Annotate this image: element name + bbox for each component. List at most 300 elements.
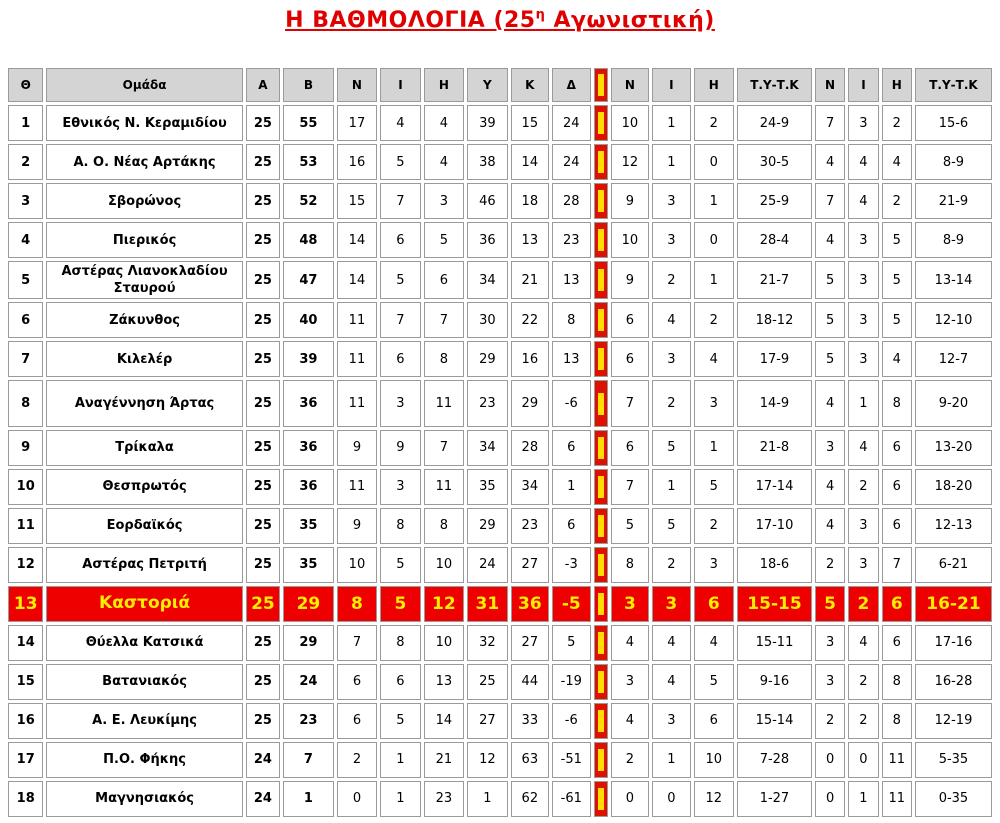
cell-home-draws: 2 xyxy=(652,380,690,427)
title-text: Η ΒΑΘΜΟΛΟΓΙΑ ($25^\eta$ Αγωνιστική) xyxy=(285,8,715,34)
cell-wins: 9 xyxy=(337,508,377,544)
cell-away-draws: 4 xyxy=(848,144,878,180)
cell-away-goals: 13-14 xyxy=(915,261,992,299)
cell-games: 25 xyxy=(246,222,280,258)
cell-home-goals: 18-6 xyxy=(737,547,812,583)
cell-home-losses: 3 xyxy=(694,547,734,583)
separator-cell xyxy=(594,742,608,778)
separator-cell xyxy=(594,703,608,739)
cell-points: 39 xyxy=(283,341,334,377)
cell-team-name: Α. Ε. Λευκίμης xyxy=(46,703,242,739)
cell-away-draws: 4 xyxy=(848,430,878,466)
cell-draws: 5 xyxy=(380,144,420,180)
separator-bar xyxy=(598,309,604,331)
cell-goals-against: 27 xyxy=(511,625,549,661)
cell-home-losses: 6 xyxy=(694,586,734,622)
table-row xyxy=(8,222,992,258)
cell-away-wins: 5 xyxy=(815,261,845,299)
cell-rank: 9 xyxy=(8,430,43,466)
cell-away-draws: 3 xyxy=(848,105,878,141)
cell-away-goals: 18-20 xyxy=(915,469,992,505)
cell-rank: 7 xyxy=(8,341,43,377)
cell-losses: 11 xyxy=(424,469,464,505)
cell-losses: 6 xyxy=(424,261,464,299)
cell-points: 36 xyxy=(283,380,334,427)
separator-bar xyxy=(598,554,604,576)
cell-home-draws: 3 xyxy=(652,703,690,739)
cell-goals-for: 24 xyxy=(467,547,507,583)
cell-games: 25 xyxy=(246,469,280,505)
header-home-goals: Τ.Υ-Τ.Κ xyxy=(737,68,812,102)
separator-bar xyxy=(598,190,604,212)
cell-home-wins: 5 xyxy=(611,508,649,544)
separator-bar xyxy=(598,348,604,370)
separator-cell xyxy=(594,105,608,141)
cell-away-wins: 5 xyxy=(815,302,845,338)
table-row xyxy=(8,664,992,700)
cell-home-wins: 4 xyxy=(611,703,649,739)
cell-rank: 17 xyxy=(8,742,43,778)
cell-away-draws: 1 xyxy=(848,781,878,817)
cell-goal-diff: 13 xyxy=(552,341,590,377)
cell-wins: 14 xyxy=(337,222,377,258)
cell-goals-against: 34 xyxy=(511,469,549,505)
cell-home-draws: 4 xyxy=(652,664,690,700)
cell-rank: 16 xyxy=(8,703,43,739)
standings-table xyxy=(5,65,995,820)
separator-cell xyxy=(594,380,608,427)
cell-points: 29 xyxy=(283,586,334,622)
cell-losses: 10 xyxy=(424,547,464,583)
cell-points: 55 xyxy=(283,105,334,141)
cell-away-goals: 16-21 xyxy=(915,586,992,622)
cell-home-draws: 5 xyxy=(652,508,690,544)
cell-draws: 1 xyxy=(380,742,420,778)
cell-wins: 7 xyxy=(337,625,377,661)
cell-points: 7 xyxy=(283,742,334,778)
cell-games: 25 xyxy=(246,703,280,739)
cell-away-wins: 2 xyxy=(815,703,845,739)
cell-wins: 16 xyxy=(337,144,377,180)
cell-games: 25 xyxy=(246,380,280,427)
separator-cell xyxy=(594,664,608,700)
cell-away-draws: 4 xyxy=(848,625,878,661)
table-row xyxy=(8,380,992,427)
cell-goals-against: 15 xyxy=(511,105,549,141)
separator-bar xyxy=(598,74,604,96)
cell-home-wins: 12 xyxy=(611,144,649,180)
cell-home-losses: 2 xyxy=(694,105,734,141)
header-separator xyxy=(594,68,608,102)
cell-draws: 4 xyxy=(380,105,420,141)
cell-draws: 7 xyxy=(380,302,420,338)
cell-rank: 10 xyxy=(8,469,43,505)
separator-bar xyxy=(598,437,604,459)
separator-bar xyxy=(598,515,604,537)
cell-home-losses: 0 xyxy=(694,222,734,258)
cell-goal-diff: -3 xyxy=(552,547,590,583)
cell-rank: 4 xyxy=(8,222,43,258)
cell-goal-diff: 24 xyxy=(552,144,590,180)
header-goals-for: Υ xyxy=(467,68,507,102)
cell-home-wins: 4 xyxy=(611,625,649,661)
cell-home-draws: 3 xyxy=(652,183,690,219)
table-row xyxy=(8,625,992,661)
cell-home-losses: 4 xyxy=(694,625,734,661)
table-row xyxy=(8,586,992,622)
cell-wins: 10 xyxy=(337,547,377,583)
table-row xyxy=(8,430,992,466)
cell-home-goals: 15-11 xyxy=(737,625,812,661)
cell-goal-diff: -19 xyxy=(552,664,590,700)
cell-goal-diff: -61 xyxy=(552,781,590,817)
cell-team-name: Π.Ο. Φήκης xyxy=(46,742,242,778)
cell-away-goals: 13-20 xyxy=(915,430,992,466)
cell-away-losses: 6 xyxy=(882,625,912,661)
cell-away-wins: 4 xyxy=(815,144,845,180)
cell-home-goals: 21-8 xyxy=(737,430,812,466)
cell-home-wins: 10 xyxy=(611,222,649,258)
cell-wins: 14 xyxy=(337,261,377,299)
separator-bar xyxy=(598,710,604,732)
cell-away-wins: 3 xyxy=(815,430,845,466)
cell-away-draws: 3 xyxy=(848,547,878,583)
cell-home-draws: 1 xyxy=(652,144,690,180)
cell-goal-diff: 13 xyxy=(552,261,590,299)
cell-home-goals: 21-7 xyxy=(737,261,812,299)
cell-goal-diff: 24 xyxy=(552,105,590,141)
cell-draws: 7 xyxy=(380,183,420,219)
cell-away-losses: 8 xyxy=(882,380,912,427)
cell-home-wins: 2 xyxy=(611,742,649,778)
cell-away-goals: 17-16 xyxy=(915,625,992,661)
cell-games: 25 xyxy=(246,341,280,377)
header-wins: Ν xyxy=(337,68,377,102)
cell-wins: 15 xyxy=(337,183,377,219)
table-row xyxy=(8,144,992,180)
cell-away-wins: 4 xyxy=(815,380,845,427)
cell-home-draws: 1 xyxy=(652,469,690,505)
cell-goals-for: 29 xyxy=(467,341,507,377)
cell-away-losses: 2 xyxy=(882,183,912,219)
table-row xyxy=(8,469,992,505)
cell-draws: 8 xyxy=(380,508,420,544)
table-header-row xyxy=(8,68,992,102)
cell-losses: 8 xyxy=(424,508,464,544)
header-away-wins: Ν xyxy=(815,68,845,102)
cell-goals-against: 21 xyxy=(511,261,549,299)
cell-home-wins: 8 xyxy=(611,547,649,583)
cell-losses: 21 xyxy=(424,742,464,778)
cell-home-draws: 3 xyxy=(652,341,690,377)
header-away-draws: Ι xyxy=(848,68,878,102)
cell-goals-against: 13 xyxy=(511,222,549,258)
cell-goals-against: 29 xyxy=(511,380,549,427)
cell-goals-for: 27 xyxy=(467,703,507,739)
cell-home-wins: 3 xyxy=(611,586,649,622)
cell-home-goals: 17-14 xyxy=(737,469,812,505)
cell-away-wins: 4 xyxy=(815,508,845,544)
cell-goal-diff: -5 xyxy=(552,586,590,622)
cell-goals-against: 33 xyxy=(511,703,549,739)
cell-home-goals: 15-14 xyxy=(737,703,812,739)
separator-cell xyxy=(594,430,608,466)
cell-away-losses: 7 xyxy=(882,547,912,583)
separator-bar xyxy=(598,788,604,810)
cell-points: 24 xyxy=(283,664,334,700)
cell-team-name: Α. Ο. Νέας Αρτάκης xyxy=(46,144,242,180)
cell-losses: 4 xyxy=(424,144,464,180)
cell-goals-against: 22 xyxy=(511,302,549,338)
separator-bar xyxy=(598,269,604,291)
cell-points: 40 xyxy=(283,302,334,338)
cell-home-draws: 4 xyxy=(652,625,690,661)
cell-goals-against: 36 xyxy=(511,586,549,622)
cell-games: 25 xyxy=(246,547,280,583)
cell-home-wins: 9 xyxy=(611,183,649,219)
cell-wins: 8 xyxy=(337,586,377,622)
cell-home-losses: 3 xyxy=(694,380,734,427)
cell-away-goals: 12-7 xyxy=(915,341,992,377)
cell-away-goals: 8-9 xyxy=(915,222,992,258)
table-body xyxy=(8,105,992,817)
cell-points: 35 xyxy=(283,508,334,544)
header-games: Α xyxy=(246,68,280,102)
cell-draws: 5 xyxy=(380,586,420,622)
cell-away-wins: 5 xyxy=(815,341,845,377)
cell-games: 25 xyxy=(246,664,280,700)
cell-losses: 7 xyxy=(424,302,464,338)
separator-bar xyxy=(598,112,604,134)
cell-points: 23 xyxy=(283,703,334,739)
cell-draws: 8 xyxy=(380,625,420,661)
cell-home-losses: 12 xyxy=(694,781,734,817)
header-away-goals: Τ.Υ-Τ.Κ xyxy=(915,68,992,102)
cell-away-losses: 5 xyxy=(882,302,912,338)
cell-goal-diff: -6 xyxy=(552,380,590,427)
cell-draws: 9 xyxy=(380,430,420,466)
cell-away-draws: 2 xyxy=(848,664,878,700)
cell-home-wins: 7 xyxy=(611,380,649,427)
cell-team-name: Βατανιακός xyxy=(46,664,242,700)
cell-goals-against: 18 xyxy=(511,183,549,219)
cell-away-goals: 5-35 xyxy=(915,742,992,778)
cell-wins: 0 xyxy=(337,781,377,817)
cell-wins: 11 xyxy=(337,302,377,338)
cell-team-name: Καστοριά xyxy=(46,586,242,622)
cell-rank: 8 xyxy=(8,380,43,427)
separator-bar xyxy=(598,151,604,173)
cell-away-draws: 3 xyxy=(848,302,878,338)
separator-cell xyxy=(594,625,608,661)
cell-goals-for: 35 xyxy=(467,469,507,505)
cell-losses: 4 xyxy=(424,105,464,141)
cell-goals-against: 63 xyxy=(511,742,549,778)
cell-rank: 1 xyxy=(8,105,43,141)
cell-away-draws: 0 xyxy=(848,742,878,778)
cell-home-goals: 17-9 xyxy=(737,341,812,377)
cell-team-name: Μαγνησιακός xyxy=(46,781,242,817)
cell-away-goals: 12-13 xyxy=(915,508,992,544)
cell-games: 25 xyxy=(246,261,280,299)
cell-goals-for: 46 xyxy=(467,183,507,219)
cell-points: 29 xyxy=(283,625,334,661)
header-points: Β xyxy=(283,68,334,102)
cell-team-name: Αστέρας Λιανοκλαδίου Σταυρού xyxy=(46,261,242,299)
separator-bar xyxy=(598,671,604,693)
cell-away-wins: 2 xyxy=(815,547,845,583)
cell-rank: 13 xyxy=(8,586,43,622)
header-losses: Η xyxy=(424,68,464,102)
cell-goals-for: 30 xyxy=(467,302,507,338)
cell-home-goals: 1-27 xyxy=(737,781,812,817)
cell-draws: 3 xyxy=(380,380,420,427)
cell-goals-against: 28 xyxy=(511,430,549,466)
cell-wins: 11 xyxy=(337,341,377,377)
cell-games: 25 xyxy=(246,508,280,544)
cell-away-draws: 2 xyxy=(848,469,878,505)
cell-away-draws: 1 xyxy=(848,380,878,427)
separator-cell xyxy=(594,341,608,377)
cell-away-draws: 4 xyxy=(848,183,878,219)
cell-goals-for: 31 xyxy=(467,586,507,622)
cell-goals-for: 38 xyxy=(467,144,507,180)
cell-away-goals: 8-9 xyxy=(915,144,992,180)
cell-losses: 5 xyxy=(424,222,464,258)
cell-home-losses: 0 xyxy=(694,144,734,180)
table-row xyxy=(8,302,992,338)
table-row xyxy=(8,105,992,141)
cell-team-name: Τρίκαλα xyxy=(46,430,242,466)
cell-goals-for: 39 xyxy=(467,105,507,141)
cell-rank: 11 xyxy=(8,508,43,544)
separator-bar xyxy=(598,632,604,654)
cell-losses: 13 xyxy=(424,664,464,700)
separator-cell xyxy=(594,261,608,299)
cell-points: 52 xyxy=(283,183,334,219)
cell-wins: 17 xyxy=(337,105,377,141)
cell-team-name: Αναγέννηση Άρτας xyxy=(46,380,242,427)
cell-goals-for: 12 xyxy=(467,742,507,778)
cell-away-wins: 4 xyxy=(815,222,845,258)
separator-bar xyxy=(598,393,604,415)
cell-wins: 2 xyxy=(337,742,377,778)
cell-goals-against: 44 xyxy=(511,664,549,700)
cell-points: 35 xyxy=(283,547,334,583)
separator-cell xyxy=(594,508,608,544)
cell-goals-for: 25 xyxy=(467,664,507,700)
separator-bar xyxy=(598,229,604,251)
cell-away-losses: 8 xyxy=(882,703,912,739)
cell-games: 25 xyxy=(246,105,280,141)
cell-rank: 14 xyxy=(8,625,43,661)
cell-home-losses: 1 xyxy=(694,261,734,299)
cell-home-wins: 9 xyxy=(611,261,649,299)
header-rank: Θ xyxy=(8,68,43,102)
cell-games: 25 xyxy=(246,144,280,180)
cell-losses: 11 xyxy=(424,380,464,427)
separator-cell xyxy=(594,547,608,583)
cell-goal-diff: 23 xyxy=(552,222,590,258)
cell-away-wins: 5 xyxy=(815,586,845,622)
cell-away-losses: 5 xyxy=(882,261,912,299)
cell-rank: 6 xyxy=(8,302,43,338)
separator-cell xyxy=(594,469,608,505)
cell-home-wins: 6 xyxy=(611,341,649,377)
cell-goals-for: 1 xyxy=(467,781,507,817)
cell-away-wins: 7 xyxy=(815,105,845,141)
header-away-losses: Η xyxy=(882,68,912,102)
cell-home-goals: 30-5 xyxy=(737,144,812,180)
separator-cell xyxy=(594,222,608,258)
cell-rank: 5 xyxy=(8,261,43,299)
cell-away-losses: 11 xyxy=(882,742,912,778)
cell-team-name: Αστέρας Πετριτή xyxy=(46,547,242,583)
cell-goals-for: 29 xyxy=(467,508,507,544)
cell-away-draws: 3 xyxy=(848,508,878,544)
cell-team-name: Θύελλα Κατσικά xyxy=(46,625,242,661)
cell-home-wins: 10 xyxy=(611,105,649,141)
cell-games: 24 xyxy=(246,781,280,817)
cell-home-losses: 2 xyxy=(694,508,734,544)
cell-away-losses: 6 xyxy=(882,469,912,505)
cell-home-losses: 5 xyxy=(694,469,734,505)
separator-bar xyxy=(598,749,604,771)
cell-draws: 6 xyxy=(380,664,420,700)
table-row xyxy=(8,508,992,544)
cell-away-losses: 4 xyxy=(882,144,912,180)
table-row xyxy=(8,183,992,219)
separator-cell xyxy=(594,302,608,338)
cell-draws: 6 xyxy=(380,222,420,258)
page-title xyxy=(0,8,1000,33)
cell-games: 25 xyxy=(246,430,280,466)
cell-goals-for: 34 xyxy=(467,430,507,466)
cell-home-goals: 17-10 xyxy=(737,508,812,544)
cell-home-draws: 3 xyxy=(652,586,690,622)
cell-away-wins: 3 xyxy=(815,664,845,700)
cell-away-losses: 2 xyxy=(882,105,912,141)
separator-bar xyxy=(598,593,604,615)
cell-goal-diff: 6 xyxy=(552,430,590,466)
cell-home-draws: 2 xyxy=(652,261,690,299)
cell-wins: 6 xyxy=(337,664,377,700)
cell-home-draws: 1 xyxy=(652,105,690,141)
cell-team-name: Θεσπρωτός xyxy=(46,469,242,505)
cell-home-wins: 6 xyxy=(611,430,649,466)
cell-away-goals: 12-19 xyxy=(915,703,992,739)
cell-away-losses: 8 xyxy=(882,664,912,700)
cell-away-goals: 9-20 xyxy=(915,380,992,427)
cell-rank: 2 xyxy=(8,144,43,180)
cell-wins: 9 xyxy=(337,430,377,466)
cell-losses: 8 xyxy=(424,341,464,377)
table-row xyxy=(8,261,992,299)
table-row xyxy=(8,742,992,778)
cell-losses: 12 xyxy=(424,586,464,622)
cell-away-losses: 6 xyxy=(882,430,912,466)
cell-away-goals: 16-28 xyxy=(915,664,992,700)
table-row xyxy=(8,341,992,377)
cell-points: 36 xyxy=(283,430,334,466)
cell-away-goals: 6-21 xyxy=(915,547,992,583)
cell-home-wins: 3 xyxy=(611,664,649,700)
header-team: Ομάδα xyxy=(46,68,242,102)
cell-wins: 11 xyxy=(337,469,377,505)
cell-away-losses: 6 xyxy=(882,508,912,544)
cell-home-losses: 1 xyxy=(694,430,734,466)
cell-rank: 3 xyxy=(8,183,43,219)
